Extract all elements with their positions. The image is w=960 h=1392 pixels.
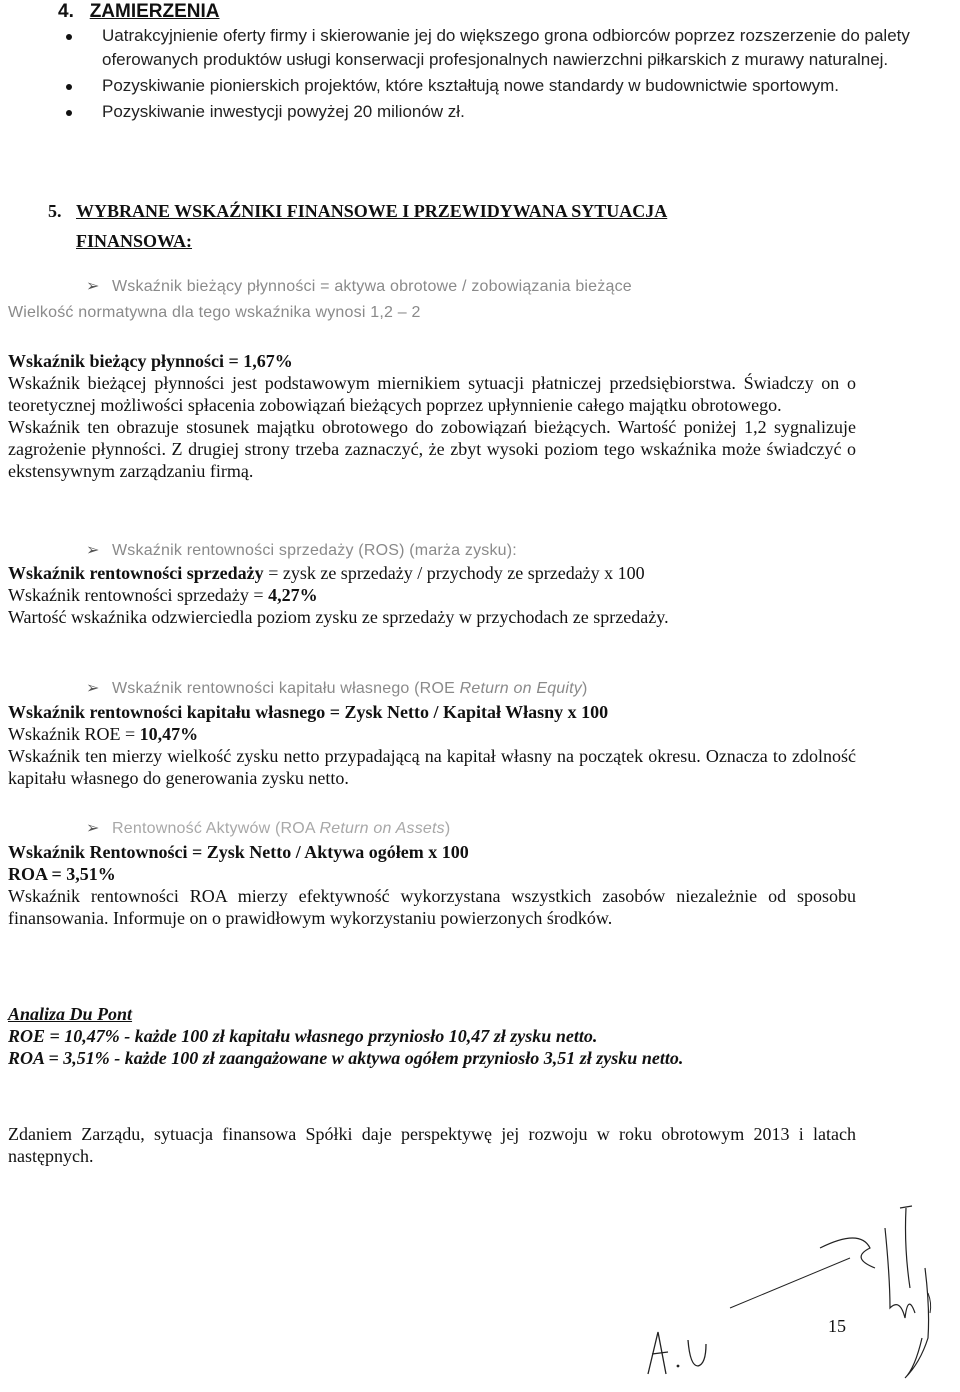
dupont-title: Analiza Du Pont (8, 1004, 133, 1024)
dupont-roe: ROE = 10,47% - każde 100 zł kapitału własnego przyniosło 10,47 zł zysku netto. (8, 1026, 598, 1046)
liquidity-paragraph-1: Wskaźnik bieżącej płynności jest podstawowym miernikiem sytuacji płatniczej przedsiębiorstwa. Świadczy on o teoretycznej możliwości spłacenia zobowiązań bieżących poprzez upłynnienie całego majątku obrotowego. (8, 373, 856, 415)
page-number: 15 (828, 1316, 846, 1336)
roa-heading: ➢ Rentowność Aktywów (ROA Return on Assets) (86, 818, 450, 840)
section-4-number: 4. (58, 1, 74, 22)
ros-heading: ➢ Wskaźnik rentowności sprzedaży (ROS) (marża zysku): (86, 540, 517, 562)
closing-paragraph: Zdaniem Zarządu, sytuacja finansowa Spółki daje perspektywę jej rozwoju w roku obrotowym 2013 i latach następnych. (8, 1124, 856, 1166)
ros-section (8, 562, 856, 628)
bullet-icon (66, 110, 72, 116)
initials-signature (640, 1322, 720, 1378)
bullet-icon (66, 34, 72, 40)
bullet-icon (66, 84, 72, 90)
roa-description: Wskaźnik rentowności ROA mierzy efektywność wykorzystana wszystkich zasobów niezależnie od sposobu finansowania. Informuje on o prawidłowym wykorzystaniu powierzonych środków. (8, 886, 856, 928)
arrow-bullet-icon: ➢ (86, 680, 100, 697)
section-4-title (58, 0, 220, 24)
roe-description: Wskaźnik ten mierzy wielkość zysku netto przypadającą na kapitał własny na początek okresu. Oznacza to zdolność kapitału własnego do generowania zysku netto. (8, 746, 856, 788)
arrow-bullet-icon: ➢ (86, 542, 100, 559)
liquidity-norm: Wielkość normatywna dla tego wskaźnika wynosi 1,2 – 2 (8, 304, 421, 321)
liquidity-result: Wskaźnik bieżący płynności = 1,67% (8, 351, 293, 371)
signature-scribble (700, 1188, 940, 1388)
list-item: Pozyskiwanie pionierskich projektów, które kształtują nowe standardy w budownictwie sportowym. (66, 74, 926, 98)
liquidity-formula: ➢ Wskaźnik bieżący płynności = aktywa obrotowe / zobowiązania bieżące (86, 276, 632, 298)
section-4-bullet-list (66, 24, 926, 124)
arrow-bullet-icon: ➢ (86, 820, 100, 837)
dupont-section (8, 1003, 856, 1069)
roe-result: Wskaźnik ROE = 10,47% (8, 724, 199, 744)
arrow-bullet-icon: ➢ (86, 278, 100, 295)
liquidity-paragraph-2: Wskaźnik ten obrazuje stosunek majątku obrotowego do zobowiązań bieżących. Wartość poniżej 1,2 sygnalizuje zagrożenie płynności. Z drugiej strony trzeba zaznaczyć, że zbyt wysoki poziom tego wskaźnika może świadczyć o ekstensywnym zarządzaniu firmą. (8, 417, 856, 481)
section-5-heading-line2: FINANSOWA: (76, 231, 193, 251)
dupont-roa: ROA = 3,51% - każde 100 zł zaangażowane w aktywa ogółem przyniosło 3,51 zł zysku netto. (8, 1048, 684, 1068)
roe-formula: Wskaźnik rentowności kapitału własnego = Zysk Netto / Kapitał Własny x 100 (8, 702, 609, 722)
ros-formula: Wskaźnik rentowności sprzedaży = zysk ze sprzedaży / przychody ze sprzedaży x 100 (8, 563, 645, 583)
roe-heading: ➢ Wskaźnik rentowności kapitału własnego (ROE Return on Equity) (86, 678, 588, 700)
section-5-title (48, 196, 808, 256)
roa-section (8, 841, 856, 929)
section-5-heading-line1: WYBRANE WSKAŹNIKI FINANSOWE I PRZEWIDYWANA SYTUACJA (76, 201, 668, 221)
ros-description: Wartość wskaźnika odzwierciedla poziom zysku ze sprzedaży w przychodach ze sprzedaży. (8, 607, 669, 627)
ros-result: Wskaźnik rentowności sprzedaży = 4,27% (8, 585, 318, 605)
roa-formula: Wskaźnik Rentowności = Zysk Netto / Aktywa ogółem x 100 (8, 842, 469, 862)
liquidity-section (8, 350, 856, 482)
section-5-number: 5. (48, 201, 62, 221)
roe-section (8, 701, 856, 789)
roa-result: ROA = 3,51% (8, 864, 116, 884)
list-item: Uatrakcyjnienie oferty firmy i skierowanie jej do większego grona odbiorców poprzez rozszerzenie do palety oferowanych produktów usługi konserwacji profesjonalnych nawierzchni piłkarskich z murawy naturalnej. (66, 24, 926, 72)
list-item: Pozyskiwanie inwestycji powyżej 20 milionów zł. (66, 100, 926, 124)
section-4-heading: ZAMIERZENIA (89, 1, 220, 22)
